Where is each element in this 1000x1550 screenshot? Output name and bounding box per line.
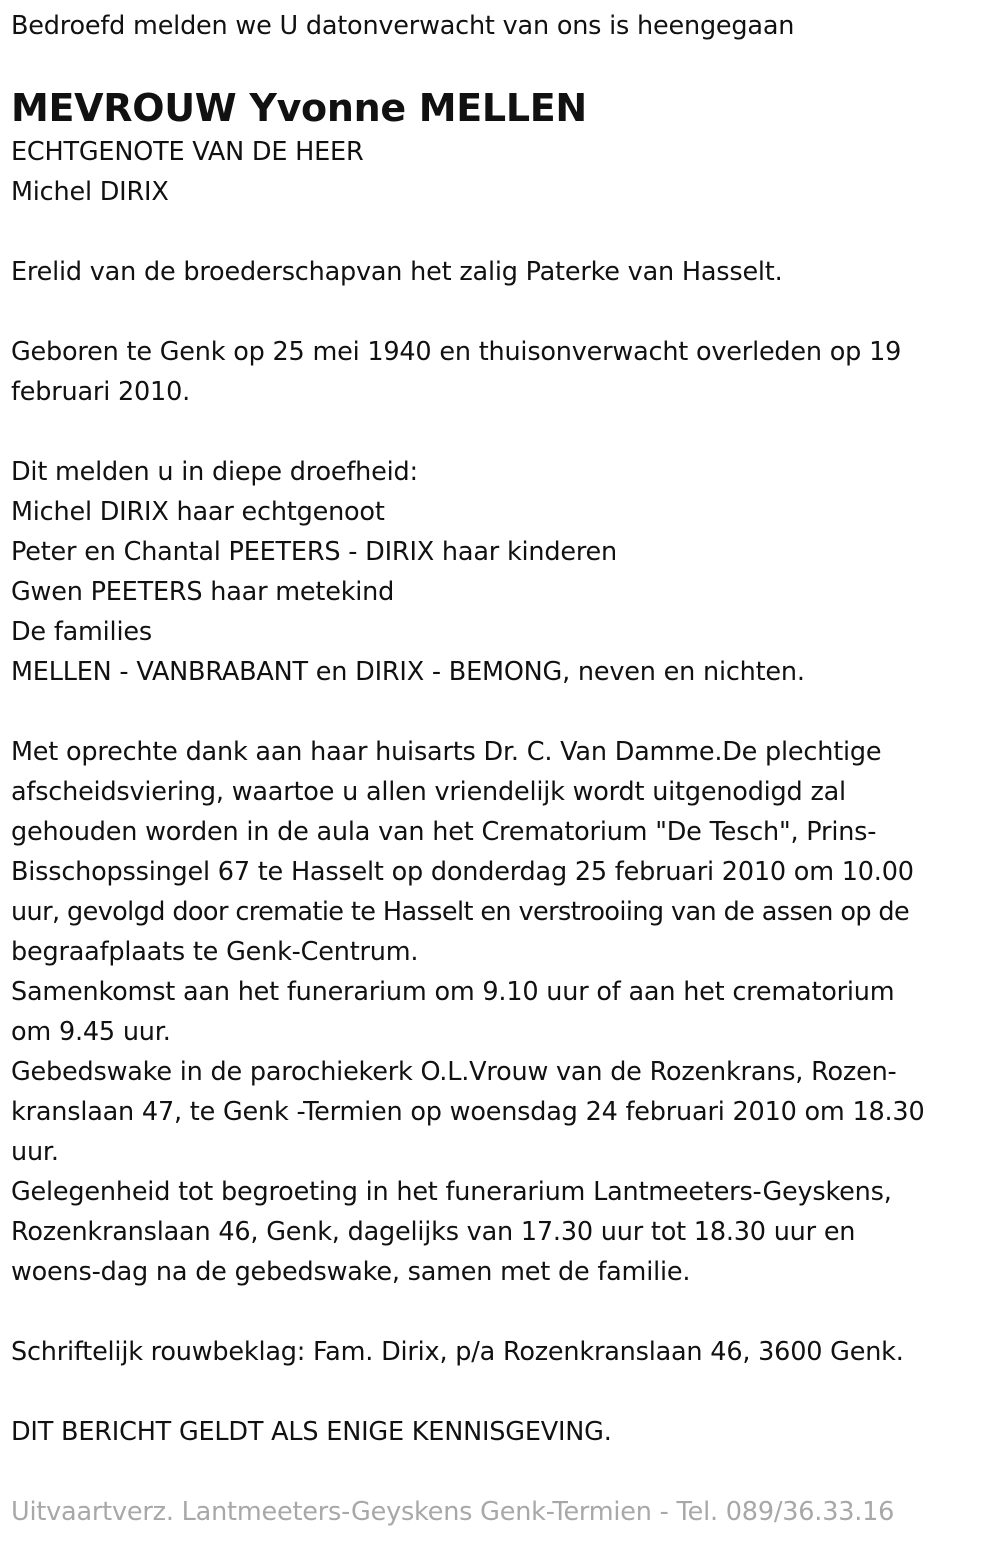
- mourner-line: Gwen PEETERS haar metekind: [11, 577, 395, 607]
- deceased-name: MEVROUW Yvonne MELLEN: [11, 86, 587, 130]
- mourner-line: MELLEN - VANBRABANT en DIRIX - BEMONG, neven en nichten.: [11, 657, 805, 687]
- ceremony-line: begraafplaats te Genk-Centrum.: [11, 937, 419, 967]
- mourner-line: Michel DIRIX haar echtgenoot: [11, 497, 385, 527]
- birth-death-line: februari 2010.: [11, 377, 190, 407]
- ceremony-line: Gelegenheid tot begroeting in het funerarium Lantmeeters-Geyskens,: [11, 1177, 892, 1207]
- mourners-intro: Dit melden u in diepe droefheid:: [11, 457, 418, 487]
- condolences-line: Schriftelijk rouwbeklag: Fam. Dirix, p/a Rozenkranslaan 46, 3600 Genk.: [11, 1337, 904, 1367]
- funeral-home-footer: Uitvaartverz. Lantmeeters-Geyskens Genk-Termien - Tel. 089/36.33.16: [11, 1497, 895, 1527]
- mourner-line: De families: [11, 617, 152, 647]
- intro-line: Bedroefd melden we U datonverwacht van ons is heengegaan: [11, 11, 795, 41]
- spouse-label: ECHTGENOTE VAN DE HEER: [11, 137, 364, 167]
- ceremony-line: Bisschopssingel 67 te Hasselt op donderdag 25 februari 2010 om 10.00: [11, 857, 914, 887]
- ceremony-line: woens-dag na de gebedswake, samen met de familie.: [11, 1257, 691, 1287]
- ceremony-paragraph: [11, 732, 993, 1292]
- mourner-line: Peter en Chantal PEETERS - DIRIX haar kinderen: [11, 537, 618, 567]
- ceremony-line: uur.: [11, 1137, 59, 1167]
- ceremony-line: om 9.45 uur.: [11, 1017, 171, 1047]
- spouse-name: Michel DIRIX: [11, 177, 169, 207]
- notice-line: DIT BERICHT GELDT ALS ENIGE KENNISGEVING.: [11, 1417, 612, 1447]
- ceremony-line: afscheidsviering, waartoe u allen vriendelijk wordt uitgenodigd zal: [11, 777, 846, 807]
- mourners-section: [11, 452, 993, 692]
- birth-death-paragraph: [11, 332, 993, 412]
- ceremony-line: Met oprechte dank aan haar huisarts Dr. C. Van Damme.De plechtige: [11, 737, 882, 767]
- birth-death-line: Geboren te Genk op 25 mei 1940 en thuisonverwacht overleden op 19: [11, 337, 902, 367]
- ceremony-line: uur, gevolgd door crematie te Hasselt en verstrooiing van de assen op de: [11, 897, 910, 927]
- ceremony-line: kranslaan 47, te Genk -Termien op woensdag 24 februari 2010 om 18.30: [11, 1097, 925, 1127]
- obituary-page: [11, 0, 993, 1532]
- ceremony-line: Rozenkranslaan 46, Genk, dagelijks van 17.30 uur tot 18.30 uur en: [11, 1217, 856, 1247]
- ceremony-line: gehouden worden in de aula van het Crematorium "De Tesch", Prins-: [11, 817, 877, 847]
- membership-line: Erelid van de broederschapvan het zalig Paterke van Hasselt.: [11, 257, 783, 287]
- ceremony-line: Samenkomst aan het funerarium om 9.10 uur of aan het crematorium: [11, 977, 895, 1007]
- ceremony-line: Gebedswake in de parochiekerk O.L.Vrouw van de Rozenkrans, Rozen-: [11, 1057, 897, 1087]
